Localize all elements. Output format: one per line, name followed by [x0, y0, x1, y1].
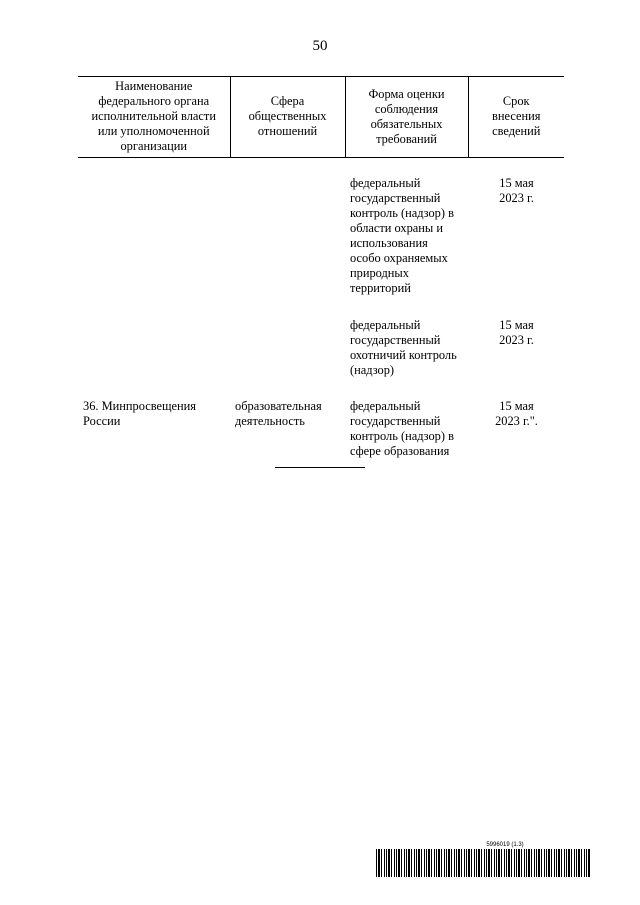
cell-form: федеральный государственный охотничий контроль (надзор)	[350, 318, 457, 377]
cell-sphere	[230, 158, 345, 297]
table-header-row	[78, 77, 564, 158]
cell-org	[78, 158, 230, 297]
header-sphere: Сфера общественных отношений	[230, 77, 345, 158]
cell-deadline: 15 мая 2023 г.".	[495, 399, 538, 428]
cell-org	[78, 296, 230, 378]
header-deadline: Срок внесения сведений	[468, 77, 564, 158]
cell-form: федеральный государственный контроль (надзор) в сфере образования	[350, 399, 454, 458]
table-row	[78, 378, 564, 459]
barcode-caption: 5996019 (1.3)	[486, 842, 524, 848]
cell-sphere: образовательная деятельность	[235, 399, 322, 428]
table-row	[78, 296, 564, 378]
table-row	[78, 158, 564, 297]
header-assessment-form: Форма оценки соблюдения обязательных требований	[345, 77, 468, 158]
cell-org: 36. Минпросвещения России	[83, 399, 196, 428]
page-number: 50	[312, 38, 328, 54]
end-separator-line	[275, 467, 365, 468]
requirements-table	[78, 76, 564, 459]
cell-deadline: 15 мая 2023 г.	[499, 318, 534, 347]
cell-form: федеральный государственный контроль (надзор) в области охраны и использования особо охраняемых природных территорий	[350, 176, 454, 295]
cell-deadline: 15 мая 2023 г.	[499, 176, 534, 205]
barcode-icon	[376, 849, 590, 877]
cell-sphere	[230, 296, 345, 378]
header-org-name: Наименование федерального органа исполнительной власти или уполномоченной организации	[78, 77, 230, 158]
